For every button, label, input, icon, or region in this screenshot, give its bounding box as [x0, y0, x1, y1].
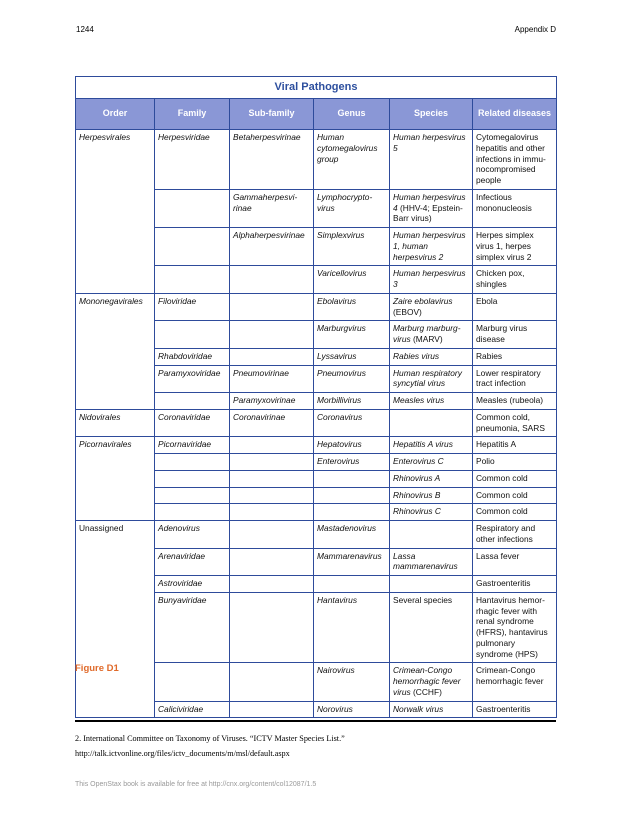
disease-cell: Lassa fever: [473, 548, 557, 576]
subfamily-cell: [230, 701, 314, 718]
disease-cell: Lower respiratory tract infection: [473, 365, 557, 393]
family-cell: Arenaviridae: [155, 548, 230, 576]
genus-cell: [314, 576, 390, 593]
subfamily-cell: Pneumovirinae: [230, 365, 314, 393]
family-cell: Filoviridae: [155, 293, 230, 321]
disease-cell: Gastroenteritis: [473, 576, 557, 593]
genus-cell: [314, 504, 390, 521]
family-cell: Herpesviridae: [155, 130, 230, 190]
genus-cell: [314, 487, 390, 504]
species-cell: Rabies virus: [390, 348, 473, 365]
column-header-related-diseases: Related diseases: [473, 99, 557, 130]
order-cell: Herpesvirales: [76, 130, 155, 294]
species-cell: [390, 409, 473, 437]
genus-cell: Mammarenavirus: [314, 548, 390, 576]
genus-cell: Norovirus: [314, 701, 390, 718]
subfamily-cell: Gammaherpesvi-rinae: [230, 189, 314, 227]
subfamily-cell: [230, 437, 314, 454]
disease-cell: Common cold: [473, 470, 557, 487]
genus-cell: Hepatovirus: [314, 437, 390, 454]
family-cell: [155, 393, 230, 410]
subfamily-cell: [230, 321, 314, 349]
subfamily-cell: [230, 521, 314, 549]
family-cell: [155, 454, 230, 471]
subfamily-cell: [230, 348, 314, 365]
family-cell: Coronaviridae: [155, 409, 230, 437]
genus-cell: Lyssavirus: [314, 348, 390, 365]
column-header-subfamily: Sub-family: [230, 99, 314, 130]
subfamily-cell: [230, 576, 314, 593]
subfamily-cell: [230, 470, 314, 487]
disease-cell: Rabies: [473, 348, 557, 365]
column-header-species: Species: [390, 99, 473, 130]
genus-cell: Marburgvirus: [314, 321, 390, 349]
genus-cell: Coronavirus: [314, 409, 390, 437]
family-cell: [155, 228, 230, 266]
species-cell: Rhinovirus C: [390, 504, 473, 521]
species-cell: Human herpesvirus 3: [390, 266, 473, 294]
disease-cell: Common cold, pneumonia, SARS: [473, 409, 557, 437]
species-cell: Norwalk virus: [390, 701, 473, 718]
subfamily-cell: [230, 266, 314, 294]
family-cell: [155, 470, 230, 487]
subfamily-cell: Betaherpesvirinae: [230, 130, 314, 190]
family-cell: [155, 487, 230, 504]
subfamily-cell: [230, 663, 314, 701]
subfamily-cell: Coronavirinae: [230, 409, 314, 437]
species-cell: Crimean-Congo hemorrhagic fever virus (CCHF): [390, 663, 473, 701]
genus-cell: Pneumovirus: [314, 365, 390, 393]
species-cell: Human respiratory syncytial virus: [390, 365, 473, 393]
family-cell: Astroviridae: [155, 576, 230, 593]
disease-cell: Measles (rubeola): [473, 393, 557, 410]
family-cell: [155, 321, 230, 349]
species-cell: Hepatitis A virus: [390, 437, 473, 454]
order-cell: Mononegavirales: [76, 293, 155, 409]
subfamily-cell: Paramyxovirinae: [230, 393, 314, 410]
species-cell: Several species: [390, 592, 473, 663]
disease-cell: Crimean-Congo hemorrhagic fever: [473, 663, 557, 701]
footnote-divider: [75, 720, 556, 722]
column-header-family: Family: [155, 99, 230, 130]
species-cell: [390, 521, 473, 549]
subfamily-cell: [230, 454, 314, 471]
disease-cell: Polio: [473, 454, 557, 471]
disease-cell: Cytomegalovirus hepatitis and other infections in immu-nocompromised people: [473, 130, 557, 190]
species-cell: Human herpesvirus 1, human herpesvirus 2: [390, 228, 473, 266]
genus-cell: Ebolavirus: [314, 293, 390, 321]
genus-cell: Lymphocrypto-virus: [314, 189, 390, 227]
family-cell: [155, 504, 230, 521]
species-cell: Human herpesvirus 5: [390, 130, 473, 190]
page-number: 1244: [76, 25, 94, 34]
table-row: [76, 293, 557, 321]
viral-pathogens-table: [75, 76, 557, 718]
figure-caption: Figure D1: [75, 663, 119, 674]
subfamily-cell: [230, 293, 314, 321]
subfamily-cell: [230, 504, 314, 521]
order-cell: Nidovirales: [76, 409, 155, 437]
disease-cell: Common cold: [473, 487, 557, 504]
genus-cell: Hantavirus: [314, 592, 390, 663]
subfamily-cell: [230, 548, 314, 576]
column-header-genus: Genus: [314, 99, 390, 130]
species-cell: Marburg marburg-virus (MARV): [390, 321, 473, 349]
disease-cell: Herpes simplex virus 1, herpes simplex virus 2: [473, 228, 557, 266]
species-cell: Zaire ebolavirus (EBOV): [390, 293, 473, 321]
subfamily-cell: [230, 592, 314, 663]
family-cell: [155, 189, 230, 227]
table-row: [76, 130, 557, 190]
table-row: [76, 521, 557, 549]
table-row: [76, 409, 557, 437]
family-cell: Picornaviridae: [155, 437, 230, 454]
order-cell: Unassigned: [76, 521, 155, 718]
footnote: 2. International Committee on Taxonomy of Viruses. “ICTV Master Species List.” http://talk.ictvonline.org/files/ictv_documents/m/msl/default.aspx: [75, 734, 345, 758]
family-cell: Caliciviridae: [155, 701, 230, 718]
disease-cell: Gastroenteritis: [473, 701, 557, 718]
genus-cell: Human cytomegalovirus group: [314, 130, 390, 190]
genus-cell: [314, 470, 390, 487]
family-cell: Paramyxoviridae: [155, 365, 230, 393]
genus-cell: Simplexvirus: [314, 228, 390, 266]
table-row: [76, 437, 557, 454]
disease-cell: Chicken pox, shingles: [473, 266, 557, 294]
species-cell: Human herpesvirus 4 (HHV-4; Epstein-Barr virus): [390, 189, 473, 227]
page-footer: This OpenStax book is available for free at http://cnx.org/content/col12087/1.5: [75, 781, 317, 788]
genus-cell: Varicellovirus: [314, 266, 390, 294]
disease-cell: Hantavirus hemor-rhagic fever with renal syndrome (HFRS), hantavirus pulmonary syndrome (HPS): [473, 592, 557, 663]
genus-cell: Enterovirus: [314, 454, 390, 471]
species-cell: Lassa mammarenavirus: [390, 548, 473, 576]
family-cell: Rhabdoviridae: [155, 348, 230, 365]
genus-cell: Mastadenovirus: [314, 521, 390, 549]
family-cell: [155, 663, 230, 701]
family-cell: Bunyaviridae: [155, 592, 230, 663]
disease-cell: Ebola: [473, 293, 557, 321]
section-title: Appendix D: [514, 25, 556, 34]
column-header-order: Order: [76, 99, 155, 130]
genus-cell: Morbillivirus: [314, 393, 390, 410]
disease-cell: Infectious mononucleosis: [473, 189, 557, 227]
family-cell: [155, 266, 230, 294]
table-title: Viral Pathogens: [76, 77, 557, 99]
subfamily-cell: Alphaherpesvirinae: [230, 228, 314, 266]
genus-cell: Nairovirus: [314, 663, 390, 701]
species-cell: Enterovirus C: [390, 454, 473, 471]
subfamily-cell: [230, 487, 314, 504]
species-cell: Rhinovirus A: [390, 470, 473, 487]
family-cell: Adenovirus: [155, 521, 230, 549]
species-cell: Measles virus: [390, 393, 473, 410]
disease-cell: Common cold: [473, 504, 557, 521]
species-cell: Rhinovirus B: [390, 487, 473, 504]
order-cell: Picornavirales: [76, 437, 155, 521]
disease-cell: Respiratory and other infections: [473, 521, 557, 549]
disease-cell: Marburg virus disease: [473, 321, 557, 349]
disease-cell: Hepatitis A: [473, 437, 557, 454]
species-cell: [390, 576, 473, 593]
